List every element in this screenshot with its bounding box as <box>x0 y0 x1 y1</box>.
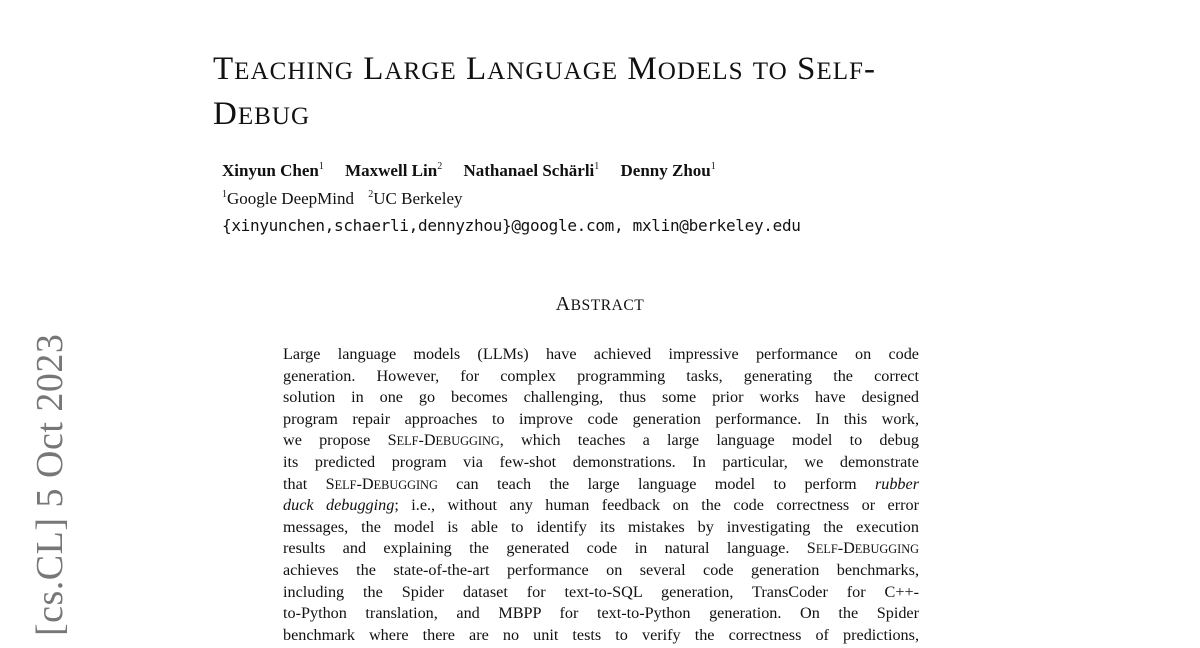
abstract-line: to-Python translation, and MBPP for text-to-Python generation. On the Spider <box>283 604 919 623</box>
abstract-line: its predicted program via few-shot demonstrations. In particular, we demonstrate <box>283 452 919 471</box>
affiliation: Google DeepMind <box>227 189 355 208</box>
author-affil-mark: 1 <box>318 161 324 172</box>
author-affil-mark: 2 <box>437 161 443 172</box>
author <box>463 161 599 180</box>
title-line-2: DEBUG <box>213 96 311 132</box>
text-run: ; i.e., without any human feedback on the code correctness or error <box>394 496 919 515</box>
abstract-line: Large language models (LLMs) have achieved impressive performance on code <box>283 345 919 363</box>
author-name: Denny Zhou <box>620 161 711 180</box>
abstract-heading: ABSTRACT <box>555 293 645 315</box>
method-name: SELF-DEBUGGING <box>806 539 919 558</box>
method-name: SELF-DEBUGGING <box>325 474 438 493</box>
method-name: SELF-DEBUGGING <box>387 431 500 450</box>
title-line-1: TEACHING LARGE LANGUAGE MODELS TO SELF- <box>213 51 876 87</box>
text-run: we propose <box>283 431 388 450</box>
abstract-line: messages, the model is able to identify its mistakes by investigating the execution <box>283 517 919 536</box>
abstract-line: solution in one go becomes challenging, thus some prior works have designed <box>283 388 919 407</box>
abstract-line: program repair approaches to improve code generation performance. In this work, <box>283 409 919 428</box>
author-name: Xinyun Chen <box>222 161 319 180</box>
text-run: that <box>283 474 326 493</box>
emphasis: duck debugging <box>283 496 395 515</box>
affil-mark: 1 <box>222 189 227 200</box>
affil-mark: 2 <box>368 189 374 200</box>
text-run: can teach the large language model to perform <box>437 474 875 493</box>
abstract-line: benchmark where there are no unit tests to verify the correctness of predictions, <box>283 625 919 644</box>
affiliations <box>222 189 463 209</box>
author-name: Nathanael Schärli <box>463 161 595 180</box>
text-run: , which teaches a large language model to debug <box>499 431 919 450</box>
abstract-body <box>283 344 919 646</box>
abstract-line <box>283 474 919 496</box>
affiliation: UC Berkeley <box>373 189 463 208</box>
abstract-line: generation. However, for complex programming tasks, generating the correct <box>283 366 919 385</box>
author <box>345 161 442 180</box>
abstract-line <box>283 495 919 517</box>
author <box>222 161 324 180</box>
paper-title <box>213 48 1033 138</box>
author-name: Maxwell Lin <box>345 161 438 180</box>
abstract-line: including the Spider dataset for text-to-SQL generation, TransCoder for C++- <box>283 582 919 601</box>
author <box>621 161 716 180</box>
abstract-line <box>283 430 919 452</box>
author-affil-mark: 1 <box>594 161 600 172</box>
text-run: results and explaining the generated code in natural language. <box>283 539 807 558</box>
emphasis: rubber <box>874 474 920 493</box>
arxiv-stamp: [cs.CL] 5 Oct 2023 <box>29 333 71 636</box>
author-affil-mark: 1 <box>710 161 716 172</box>
abstract-line <box>283 538 919 560</box>
author-list <box>222 161 733 181</box>
author-emails: {xinyunchen,schaerli,dennyzhou}@google.com, mxlin@berkeley.edu <box>222 216 801 235</box>
abstract-line: achieves the state-of-the-art performance on several code generation benchmarks, <box>283 560 919 579</box>
